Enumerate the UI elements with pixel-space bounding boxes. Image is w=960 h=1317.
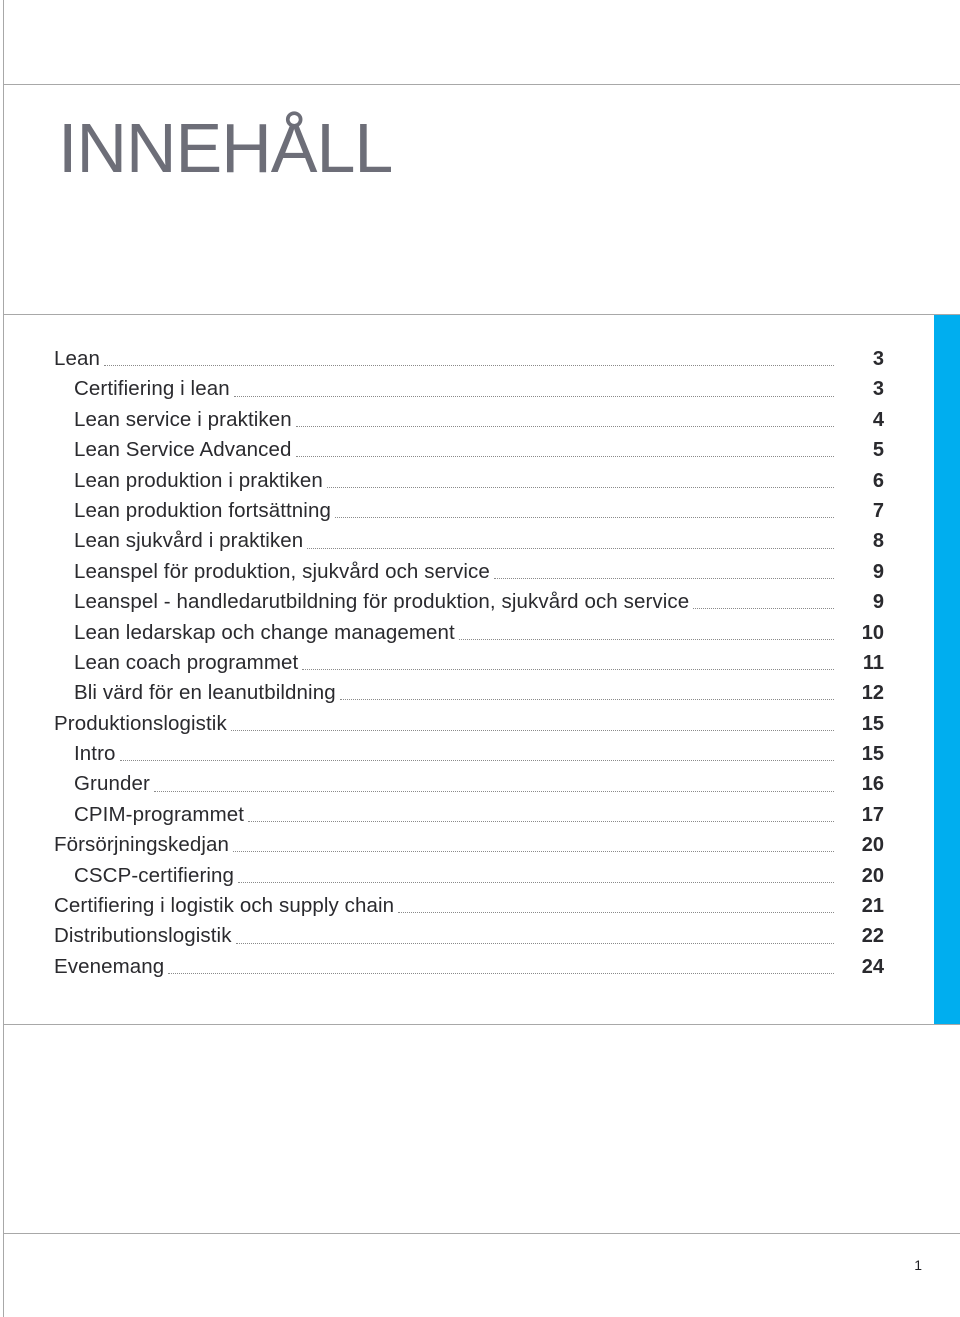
footer-rule: [3, 1233, 960, 1234]
title-rule: [3, 314, 960, 315]
toc-entry-label: CSCP-certifiering: [74, 863, 235, 887]
toc-entry-page: 20: [861, 834, 884, 857]
toc-dot-leader: [398, 911, 834, 913]
toc-entry-page: 16: [861, 773, 884, 796]
toc-entry-page: 24: [861, 955, 884, 978]
toc-entry-label: Certifiering i logistik och supply chain: [54, 894, 395, 918]
toc-dot-leader: [296, 455, 835, 457]
toc-dot-leader: [231, 729, 834, 731]
toc-entry-page: 3: [872, 378, 884, 401]
toc-dot-leader: [459, 638, 834, 640]
toc-dot-leader: [335, 516, 834, 518]
toc-entry[interactable]: [54, 496, 884, 526]
toc-entry-label: Lean ledarskap och change management: [74, 620, 455, 644]
page-number: 1: [914, 1257, 922, 1273]
toc-entry-label: Intro: [74, 742, 116, 766]
toc-entry[interactable]: [54, 618, 884, 648]
toc-entry[interactable]: [54, 678, 884, 708]
toc-entry[interactable]: [54, 587, 884, 617]
toc-entry-label: Produktionslogistik: [54, 711, 227, 735]
toc-dot-leader: [104, 364, 834, 366]
toc-entry[interactable]: [54, 739, 884, 769]
toc-entry[interactable]: [54, 709, 884, 739]
toc-entry[interactable]: [54, 800, 884, 830]
header-rule: [3, 84, 960, 85]
toc-entry[interactable]: [54, 952, 884, 982]
toc-entry[interactable]: [54, 891, 884, 921]
accent-bar: [934, 315, 960, 1024]
toc-entry[interactable]: [54, 769, 884, 799]
table-of-contents: [54, 344, 884, 982]
toc-entry-page: 5: [872, 439, 884, 462]
toc-entry-label: Lean produktion fortsättning: [74, 498, 331, 522]
toc-entry-label: Leanspel för produktion, sjukvård och service: [74, 559, 490, 583]
toc-entry-label: Leanspel - handledarutbildning för produktion, sjukvård och service: [74, 590, 690, 614]
toc-entry[interactable]: [54, 557, 884, 587]
toc-entry[interactable]: [54, 466, 884, 496]
toc-bottom-rule: [3, 1024, 960, 1025]
toc-entry[interactable]: [54, 405, 884, 435]
toc-entry-page: 3: [872, 348, 884, 370]
toc-entry[interactable]: [54, 344, 884, 374]
toc-dot-leader: [494, 577, 834, 579]
toc-entry-label: Försörjningskedjan: [54, 833, 229, 857]
toc-entry-page: 22: [861, 925, 884, 948]
toc-entry-page: 20: [861, 864, 884, 887]
toc-entry[interactable]: [54, 861, 884, 891]
toc-entry-page: 12: [861, 682, 884, 705]
toc-dot-leader: [233, 850, 834, 852]
toc-entry[interactable]: [54, 648, 884, 678]
toc-entry[interactable]: [54, 921, 884, 951]
toc-entry-label: Lean: [54, 347, 101, 370]
toc-entry-page: 6: [872, 469, 884, 492]
toc-dot-leader: [327, 486, 834, 488]
toc-dot-leader: [236, 942, 834, 944]
page-left-border: [3, 0, 4, 1317]
toc-dot-leader: [302, 668, 834, 670]
toc-dot-leader: [340, 698, 834, 700]
toc-entry-page: 21: [861, 895, 884, 918]
toc-entry-page: 8: [872, 530, 884, 553]
toc-entry[interactable]: [54, 830, 884, 860]
toc-entry-page: 17: [861, 803, 884, 826]
toc-entry-label: Lean sjukvård i praktiken: [74, 529, 304, 553]
toc-entry-label: Certifiering i lean: [74, 377, 230, 401]
toc-entry-label: Bli värd för en leanutbildning: [74, 681, 336, 705]
toc-entry-page: 10: [861, 621, 884, 644]
toc-entry[interactable]: [54, 374, 884, 404]
toc-dot-leader: [248, 820, 834, 822]
toc-entry-label: Grunder: [74, 772, 150, 796]
toc-dot-leader: [168, 972, 834, 974]
toc-entry-label: Lean coach programmet: [74, 650, 299, 674]
toc-entry-label: Lean service i praktiken: [74, 407, 292, 431]
toc-dot-leader: [234, 395, 834, 397]
toc-dot-leader: [693, 607, 834, 609]
page-title: INNEHÅLL: [58, 109, 393, 187]
toc-entry[interactable]: [54, 526, 884, 556]
toc-dot-leader: [154, 790, 834, 792]
toc-entry-label: CPIM-programmet: [74, 802, 245, 826]
toc-entry-label: Lean Service Advanced: [74, 438, 292, 462]
toc-entry[interactable]: [54, 435, 884, 465]
toc-entry-label: Evenemang: [54, 954, 165, 978]
toc-entry-page: 9: [872, 560, 884, 583]
toc-dot-leader: [296, 425, 834, 427]
toc-entry-page: 9: [872, 591, 884, 614]
toc-entry-label: Distributionslogistik: [54, 924, 232, 948]
toc-entry-page: 4: [872, 408, 884, 431]
toc-entry-page: 15: [861, 712, 884, 735]
toc-entry-label: Lean produktion i praktiken: [74, 468, 323, 492]
toc-dot-leader: [307, 547, 834, 549]
toc-entry-page: 7: [872, 499, 884, 522]
toc-dot-leader: [120, 759, 834, 761]
toc-entry-page: 11: [862, 651, 884, 674]
toc-dot-leader: [238, 881, 834, 883]
toc-entry-page: 15: [861, 743, 884, 766]
